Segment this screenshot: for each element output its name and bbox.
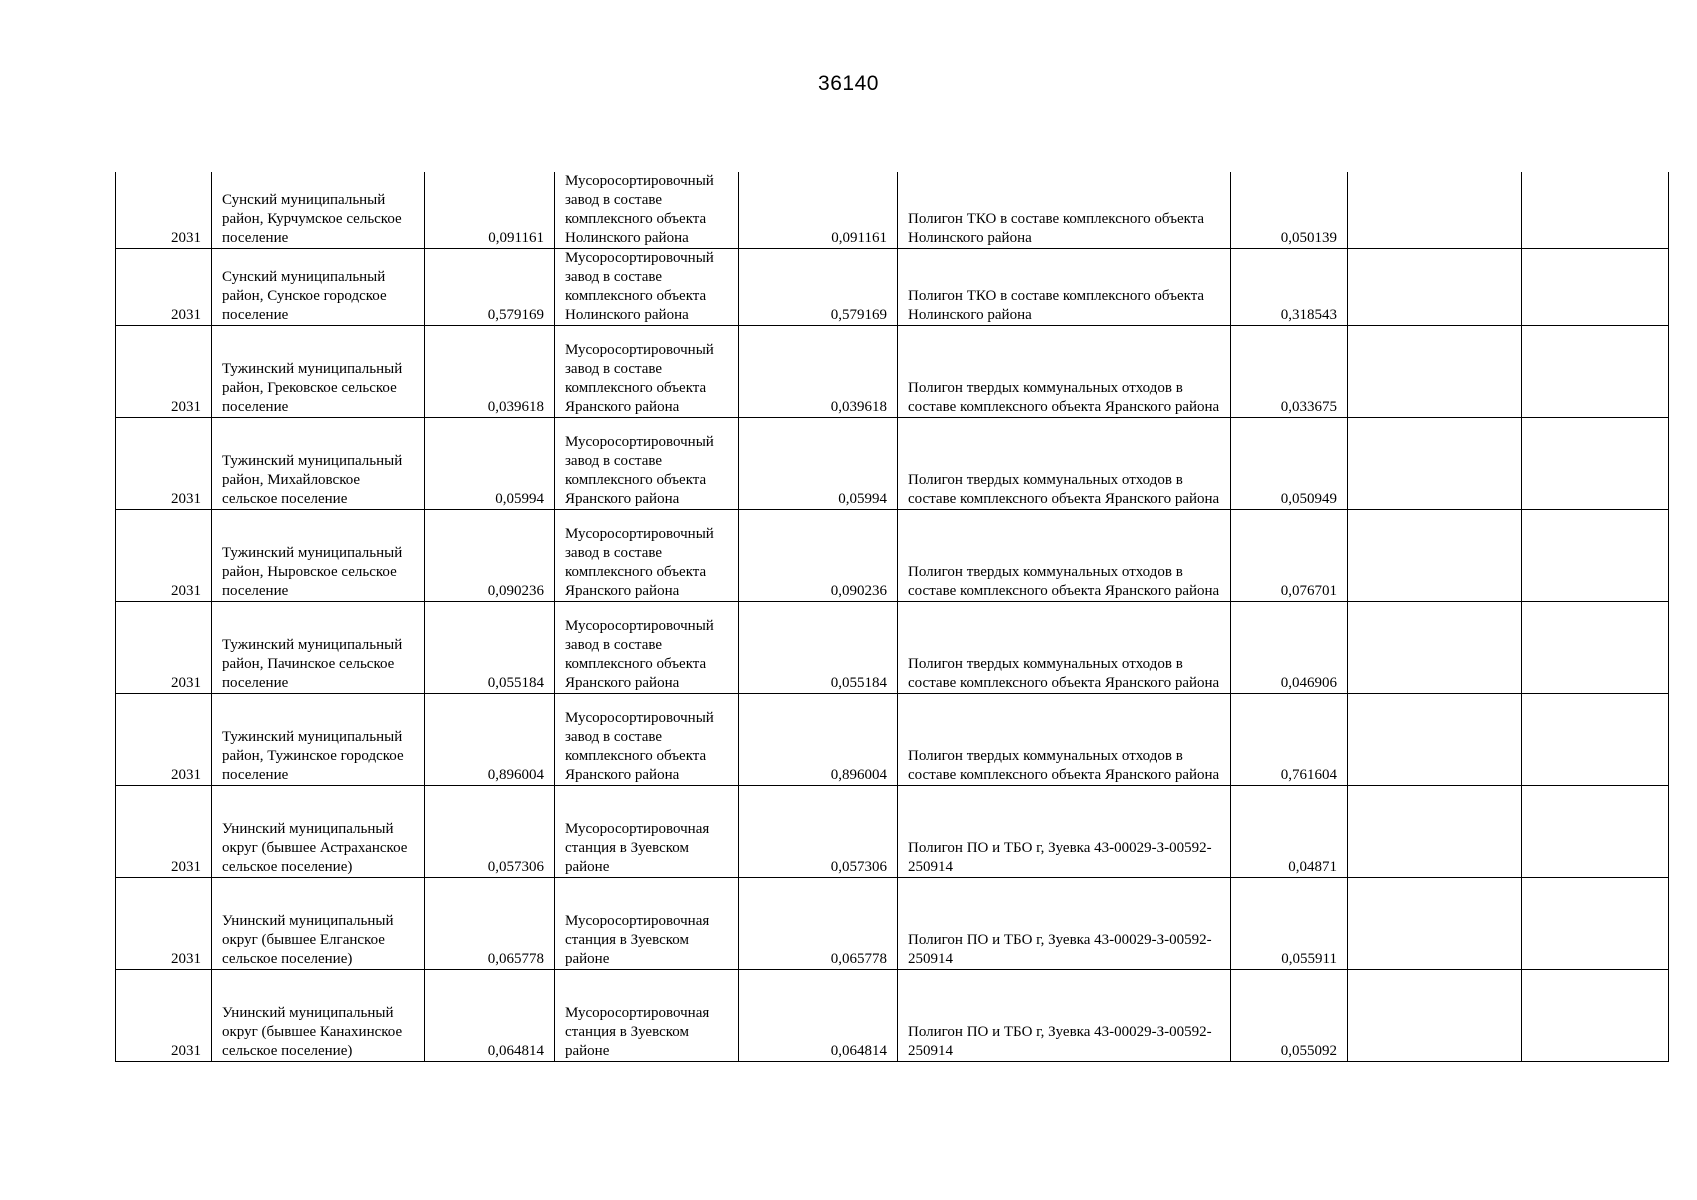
empty-cell <box>1522 602 1669 694</box>
value2-cell: 0,896004 <box>739 694 898 786</box>
municipality-cell: Унинский муниципальный округ (бывшее Канахинское сельское поселение) <box>212 970 425 1062</box>
facility-cell: Мусоросортировочный завод в составе комплексного объекта Нолинского района <box>555 249 739 326</box>
empty-cell <box>1348 786 1522 878</box>
value1-cell: 0,065778 <box>425 878 555 970</box>
value1-cell: 0,091161 <box>425 172 555 249</box>
empty-cell <box>1348 418 1522 510</box>
value2-cell: 0,090236 <box>739 510 898 602</box>
empty-cell <box>1348 602 1522 694</box>
facility-cell: Мусоросортировочный завод в составе комплексного объекта Яранского района <box>555 418 739 510</box>
value2-cell: 0,091161 <box>739 172 898 249</box>
year-cell: 2031 <box>116 878 212 970</box>
landfill-cell: Полигон твердых коммунальных отходов в составе комплексного объекта Яранского района <box>898 602 1231 694</box>
year-cell: 2031 <box>116 172 212 249</box>
municipality-cell: Тужинский муниципальный район, Тужинское городское поселение <box>212 694 425 786</box>
value2-cell: 0,064814 <box>739 970 898 1062</box>
year-cell: 2031 <box>116 418 212 510</box>
municipality-cell: Тужинский муниципальный район, Ныровское сельское поселение <box>212 510 425 602</box>
facility-cell: Мусоросортировочный завод в составе комплексного объекта Яранского района <box>555 326 739 418</box>
value3-cell: 0,076701 <box>1231 510 1348 602</box>
facility-cell: Мусоросортировочная станция в Зуевском районе <box>555 970 739 1062</box>
municipality-cell: Унинский муниципальный округ (бывшее Елганское сельское поселение) <box>212 878 425 970</box>
landfill-cell: Полигон твердых коммунальных отходов в составе комплексного объекта Яранского района <box>898 694 1231 786</box>
year-cell: 2031 <box>116 786 212 878</box>
value2-cell: 0,579169 <box>739 249 898 326</box>
year-cell: 2031 <box>116 602 212 694</box>
municipality-cell: Сунский муниципальный район, Курчумское сельское поселение <box>212 172 425 249</box>
value3-cell: 0,055911 <box>1231 878 1348 970</box>
year-cell: 2031 <box>116 694 212 786</box>
value1-cell: 0,064814 <box>425 970 555 1062</box>
facility-cell: Мусоросортировочный завод в составе комплексного объекта Яранского района <box>555 510 739 602</box>
table-row <box>116 249 1669 326</box>
table-row <box>116 786 1669 878</box>
table-row <box>116 602 1669 694</box>
value1-cell: 0,090236 <box>425 510 555 602</box>
year-cell: 2031 <box>116 510 212 602</box>
value3-cell: 0,04871 <box>1231 786 1348 878</box>
value2-cell: 0,057306 <box>739 786 898 878</box>
table-row <box>116 172 1669 249</box>
facility-cell: Мусоросортировочный завод в составе комплексного объекта Яранского района <box>555 694 739 786</box>
value3-cell: 0,050139 <box>1231 172 1348 249</box>
value1-cell: 0,039618 <box>425 326 555 418</box>
facility-cell: Мусоросортировочный завод в составе комплексного объекта Нолинского района <box>555 172 739 249</box>
empty-cell <box>1348 694 1522 786</box>
landfill-cell: Полигон ТКО в составе комплексного объекта Нолинского района <box>898 249 1231 326</box>
table-row <box>116 326 1669 418</box>
table-row <box>116 510 1669 602</box>
table-body <box>116 172 1669 1062</box>
value1-cell: 0,896004 <box>425 694 555 786</box>
value3-cell: 0,046906 <box>1231 602 1348 694</box>
empty-cell <box>1522 172 1669 249</box>
municipality-cell: Унинский муниципальный округ (бывшее Астраханское сельское поселение) <box>212 786 425 878</box>
landfill-cell: Полигон твердых коммунальных отходов в составе комплексного объекта Яранского района <box>898 326 1231 418</box>
facility-cell: Мусоросортировочная станция в Зуевском районе <box>555 786 739 878</box>
value2-cell: 0,065778 <box>739 878 898 970</box>
table-row <box>116 878 1669 970</box>
empty-cell <box>1522 418 1669 510</box>
empty-cell <box>1348 249 1522 326</box>
value2-cell: 0,055184 <box>739 602 898 694</box>
municipality-cell: Сунский муниципальный район, Сунское городское поселение <box>212 249 425 326</box>
empty-cell <box>1348 510 1522 602</box>
empty-cell <box>1522 326 1669 418</box>
table-row <box>116 970 1669 1062</box>
empty-cell <box>1522 878 1669 970</box>
facility-cell: Мусоросортировочный завод в составе комплексного объекта Яранского района <box>555 602 739 694</box>
landfill-cell: Полигон ТКО в составе комплексного объекта Нолинского района <box>898 172 1231 249</box>
value1-cell: 0,057306 <box>425 786 555 878</box>
value3-cell: 0,050949 <box>1231 418 1348 510</box>
table-row <box>116 694 1669 786</box>
value3-cell: 0,055092 <box>1231 970 1348 1062</box>
empty-cell <box>1522 510 1669 602</box>
year-cell: 2031 <box>116 249 212 326</box>
value3-cell: 0,033675 <box>1231 326 1348 418</box>
municipality-cell: Тужинский муниципальный район, Пачинское сельское поселение <box>212 602 425 694</box>
landfill-cell: Полигон твердых коммунальных отходов в составе комплексного объекта Яранского района <box>898 418 1231 510</box>
value1-cell: 0,055184 <box>425 602 555 694</box>
value1-cell: 0,579169 <box>425 249 555 326</box>
year-cell: 2031 <box>116 970 212 1062</box>
empty-cell <box>1348 172 1522 249</box>
empty-cell <box>1522 786 1669 878</box>
page-number: 36140 <box>818 72 879 95</box>
year-cell: 2031 <box>116 326 212 418</box>
waste-flow-table <box>115 172 1669 1062</box>
value2-cell: 0,05994 <box>739 418 898 510</box>
value3-cell: 0,761604 <box>1231 694 1348 786</box>
municipality-cell: Тужинский муниципальный район, Михайловское сельское поселение <box>212 418 425 510</box>
empty-cell <box>1348 970 1522 1062</box>
landfill-cell: Полигон ПО и ТБО г, Зуевка 43-00029-З-00592-250914 <box>898 970 1231 1062</box>
landfill-cell: Полигон твердых коммунальных отходов в составе комплексного объекта Яранского района <box>898 510 1231 602</box>
empty-cell <box>1348 326 1522 418</box>
facility-cell: Мусоросортировочная станция в Зуевском районе <box>555 878 739 970</box>
empty-cell <box>1522 970 1669 1062</box>
municipality-cell: Тужинский муниципальный район, Грековское сельское поселение <box>212 326 425 418</box>
empty-cell <box>1522 249 1669 326</box>
landfill-cell: Полигон ПО и ТБО г, Зуевка 43-00029-З-00592-250914 <box>898 878 1231 970</box>
value3-cell: 0,318543 <box>1231 249 1348 326</box>
table-row <box>116 418 1669 510</box>
empty-cell <box>1348 878 1522 970</box>
value2-cell: 0,039618 <box>739 326 898 418</box>
landfill-cell: Полигон ПО и ТБО г, Зуевка 43-00029-З-00592-250914 <box>898 786 1231 878</box>
empty-cell <box>1522 694 1669 786</box>
value1-cell: 0,05994 <box>425 418 555 510</box>
